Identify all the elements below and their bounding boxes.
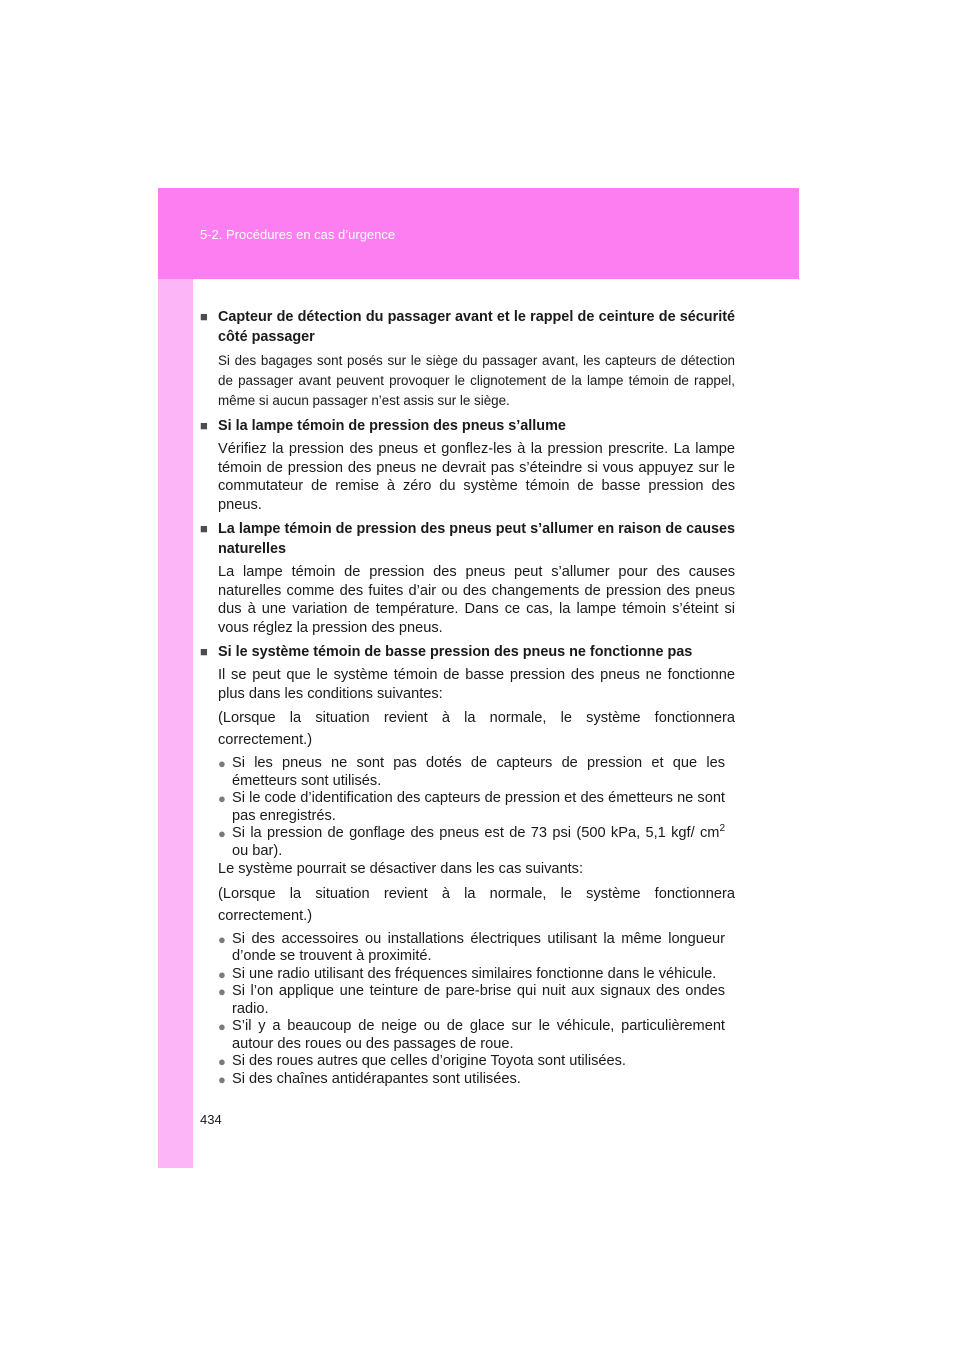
condition-list xyxy=(218,931,735,1089)
list-item: ● Si une radio utilisant des fréquences similaires fonctionne dans le véhicule. xyxy=(218,965,717,982)
section-text: Si des bagages sont posés sur le siège du passager avant, les capteurs de détection de passager avant peuvent provoquer le clignotement de la lampe témoin de rappel, même si aucun passager n’est assis sur le siège. xyxy=(218,353,735,408)
list-item: ● Si l’on applique une teinture de pare-brise qui nuit aux signaux des ondes radio. xyxy=(218,983,725,1017)
section-title: Si la lampe témoin de pression des pneus s’allume xyxy=(218,418,566,434)
round-bullet-icon: ● xyxy=(218,791,226,806)
section-intro: Le système pourrait se désactiver dans les cas suivants: xyxy=(218,861,584,877)
round-bullet-icon: ● xyxy=(218,1054,226,1069)
page-content xyxy=(200,307,735,1093)
section-text: La lampe témoin de pression des pneus peut s’allumer pour des causes naturelles comme des fuites d’air ou des changements de pression des pneus dus à une variation de température. Dans ce cas, la lampe témoin s’éteint si vous réglez la pression des pneus. xyxy=(218,564,735,636)
section-intro: Il se peut que le système témoin de basse pression des pneus ne fonctionne plus dans les conditions suivantes: xyxy=(218,667,735,702)
section-text: Vérifiez la pression des pneus et gonflez-les à la pression prescrite. La lampe témoin de pression des pneus ne devrait pas s’éteindre si vous appuyez sur le commutateur de remise à zéro du système témoin de basse pression des pneus. xyxy=(218,441,735,513)
list-item: ● Si la pression de gonflage des pneus est de 73 psi (500 kPa, 5,1 kgf/ $cm^2$ ou bar). xyxy=(218,823,725,859)
condition-list xyxy=(218,755,735,860)
round-bullet-icon: ● xyxy=(218,826,226,841)
section-note: (Lorsque la situation revient à la normale, le système fonctionnera correctement.) xyxy=(218,885,735,924)
square-bullet-icon: ■ xyxy=(200,418,208,433)
round-bullet-icon: ● xyxy=(218,931,226,947)
section-title: La lampe témoin de pression des pneus peut s’allumer en raison de causes naturelles xyxy=(218,521,735,557)
list-item: ● Si des chaînes antidérapantes sont utilisées. xyxy=(218,1070,521,1087)
list-item: ● Si des roues autres que celles d’origine Toyota sont utilisées. xyxy=(218,1053,626,1069)
round-bullet-icon: ● xyxy=(218,756,226,771)
list-item: ● Si les pneus ne sont pas dotés de capteurs de pression et que les émetteurs sont utilisés. xyxy=(218,755,725,789)
square-bullet-icon: ■ xyxy=(200,309,208,324)
round-bullet-icon: ● xyxy=(218,1019,226,1034)
round-bullet-icon: ● xyxy=(218,966,226,982)
section-title: Capteur de détection du passager avant et le rappel de ceinture de sécurité côté passager xyxy=(218,309,735,345)
list-item: ● S’il y a beaucoup de neige ou de glace sur le véhicule, particulièrement autour des roues ou des passages de roue. xyxy=(218,1018,725,1052)
round-bullet-icon: ● xyxy=(218,984,226,999)
page-number: 434 xyxy=(200,1112,222,1127)
side-strip xyxy=(158,279,193,1168)
section-natural-causes xyxy=(200,519,735,637)
section-breadcrumb: 5-2. Procédures en cas d’urgence xyxy=(200,227,396,242)
list-item: ● Si le code d’identification des capteurs de pression et des émetteurs ne sont pas enregistrés. xyxy=(218,790,725,824)
section-tpms-light-on xyxy=(200,416,735,514)
section-note: (Lorsque la situation revient à la normale, le système fonctionnera correctement.) xyxy=(218,710,735,748)
section-title: Si le système témoin de basse pression des pneus ne fonctionne pas xyxy=(218,644,693,660)
square-bullet-icon: ■ xyxy=(200,644,208,659)
round-bullet-icon: ● xyxy=(218,1071,226,1087)
list-item: ● Si des accessoires ou installations électriques utilisant la même longueur d’onde se trouvent à proximité. xyxy=(218,930,725,964)
section-system-not-working xyxy=(200,642,735,1088)
square-bullet-icon: ■ xyxy=(200,521,208,536)
section-passenger-sensor xyxy=(200,307,735,411)
